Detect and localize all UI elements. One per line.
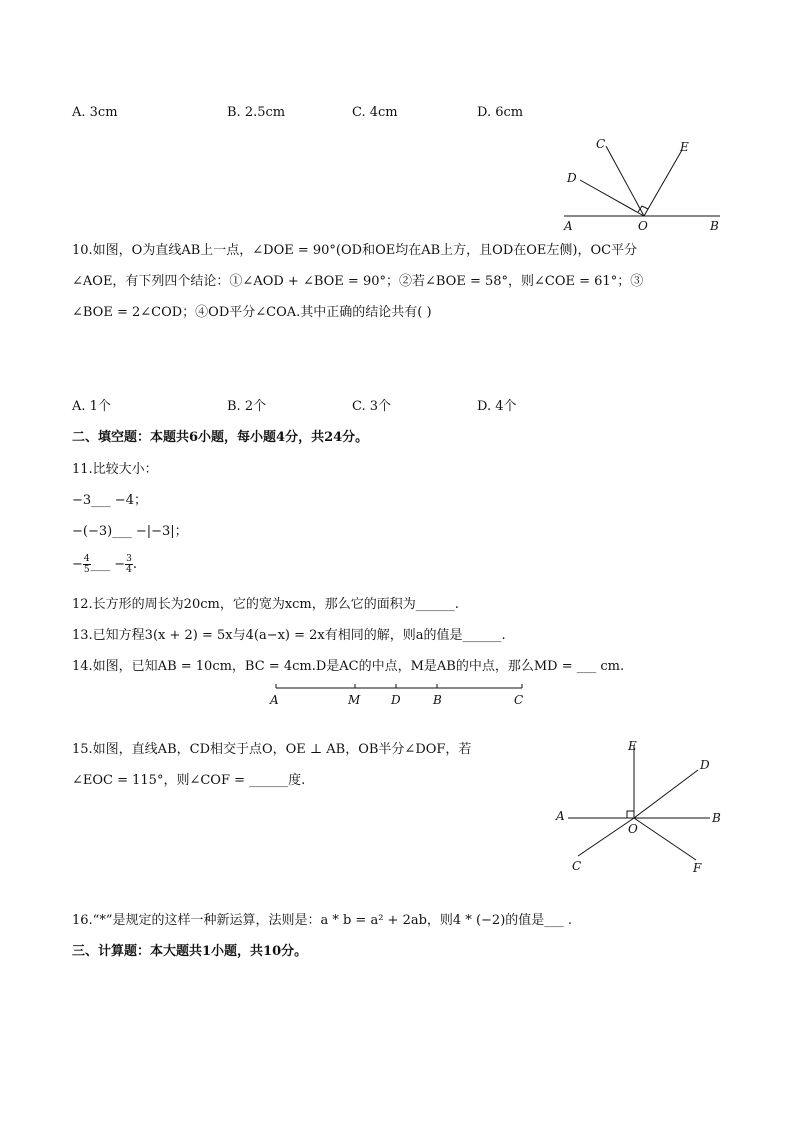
q10-label-c: C: [596, 137, 606, 151]
q15-line-1: 15.如图，直线AB，CD相交于点O，OE ⊥ AB，OB半分∠DOF，若: [72, 742, 472, 757]
q11-row-3: − $\frac{4}{5}$ ___ − $\frac{3}{4}$ .: [72, 554, 138, 575]
q10-line-2: ∠AOE，有下列四个结论：①∠AOD + ∠BOE = 90°；②若∠BOE = 58°，则∠COE = 61°；③: [72, 274, 644, 289]
q10-line-3: ∠BOE = 2∠COD；④OD平分∠COA.其中正确的结论共有( ): [72, 305, 432, 320]
q10-option-b: B. 2个: [227, 399, 267, 414]
q11-fraction-2: $\frac{3}{4}$: [126, 554, 132, 575]
q16-text: 16.“*”是规定的这样一种新运算，法则是：a * b = a² + 2ab，则4 * (−2)的值是___ .: [72, 913, 573, 928]
q14-label-b: B: [433, 693, 442, 707]
q10-label-b: B: [710, 219, 719, 233]
q15-label-o: O: [628, 822, 638, 836]
section-2-heading: 二、填空题：本题共6小题，每小题4分，共24分。: [72, 430, 369, 445]
q14-label-d: D: [391, 693, 401, 707]
q10-option-a: A. 1个: [72, 399, 111, 414]
q9-option-b: B. 2.5cm: [227, 105, 286, 120]
q14-text: 14.如图，已知AB = 10cm，BC = 4cm.D是AC的中点，M是AB的中点，那么MD = ___ cm.: [72, 659, 625, 674]
q11-row-1: −3___ −4；: [72, 493, 147, 508]
q15-label-a: A: [556, 809, 565, 823]
q15-label-e: E: [628, 739, 637, 753]
q14-label-m: M: [348, 693, 361, 707]
q14-label-c: C: [514, 693, 524, 707]
q10-label-a: A: [564, 219, 573, 233]
q10-option-c: C. 3个: [352, 399, 392, 414]
section-3-heading: 三、计算题：本大题共1小题，共10分。: [72, 944, 308, 959]
q11-fraction-1: $\frac{4}{5}$: [83, 554, 90, 575]
q11-blank: ___ −: [90, 557, 126, 572]
q11-row-2: −(−3)___ −|−3|；: [72, 524, 188, 539]
q10-label-d: D: [567, 171, 577, 185]
q9-option-c: C. 4cm: [352, 105, 398, 120]
q13-text: 13.已知方程3(x + 2) = 5x与4(a−x) = 2x有相同的解，则a的值是______.: [72, 628, 506, 643]
q11-minus-1: −: [72, 557, 83, 572]
q15-label-d: D: [700, 758, 710, 772]
q10-label-o: O: [638, 219, 648, 233]
q10-line-1: 10.如图，O为直线AB上一点，∠DOE = 90°(OD和OE均在AB上方，且OD在OE左侧)，OC平分: [72, 243, 638, 258]
q10-angle-figure: [558, 132, 728, 236]
q10-option-d: D. 4个: [477, 399, 517, 414]
q9-option-a: A. 3cm: [72, 105, 118, 120]
q15-label-b: B: [712, 811, 721, 825]
q15-line-2: ∠EOC = 115°，则∠COF = ______度.: [72, 773, 306, 788]
q12-text: 12.长方形的周长为20cm，它的宽为xcm，那么它的面积为______.: [72, 597, 459, 612]
q15-label-c: C: [572, 859, 582, 873]
q14-segment-figure: [266, 682, 536, 710]
q14-label-a: A: [270, 693, 279, 707]
q11-title: 11.比较大小：: [72, 462, 158, 477]
q9-option-d: D. 6cm: [477, 105, 524, 120]
q10-label-e: E: [680, 140, 689, 154]
q15-label-f: F: [693, 861, 702, 875]
q15-angle-figure: [548, 736, 728, 876]
